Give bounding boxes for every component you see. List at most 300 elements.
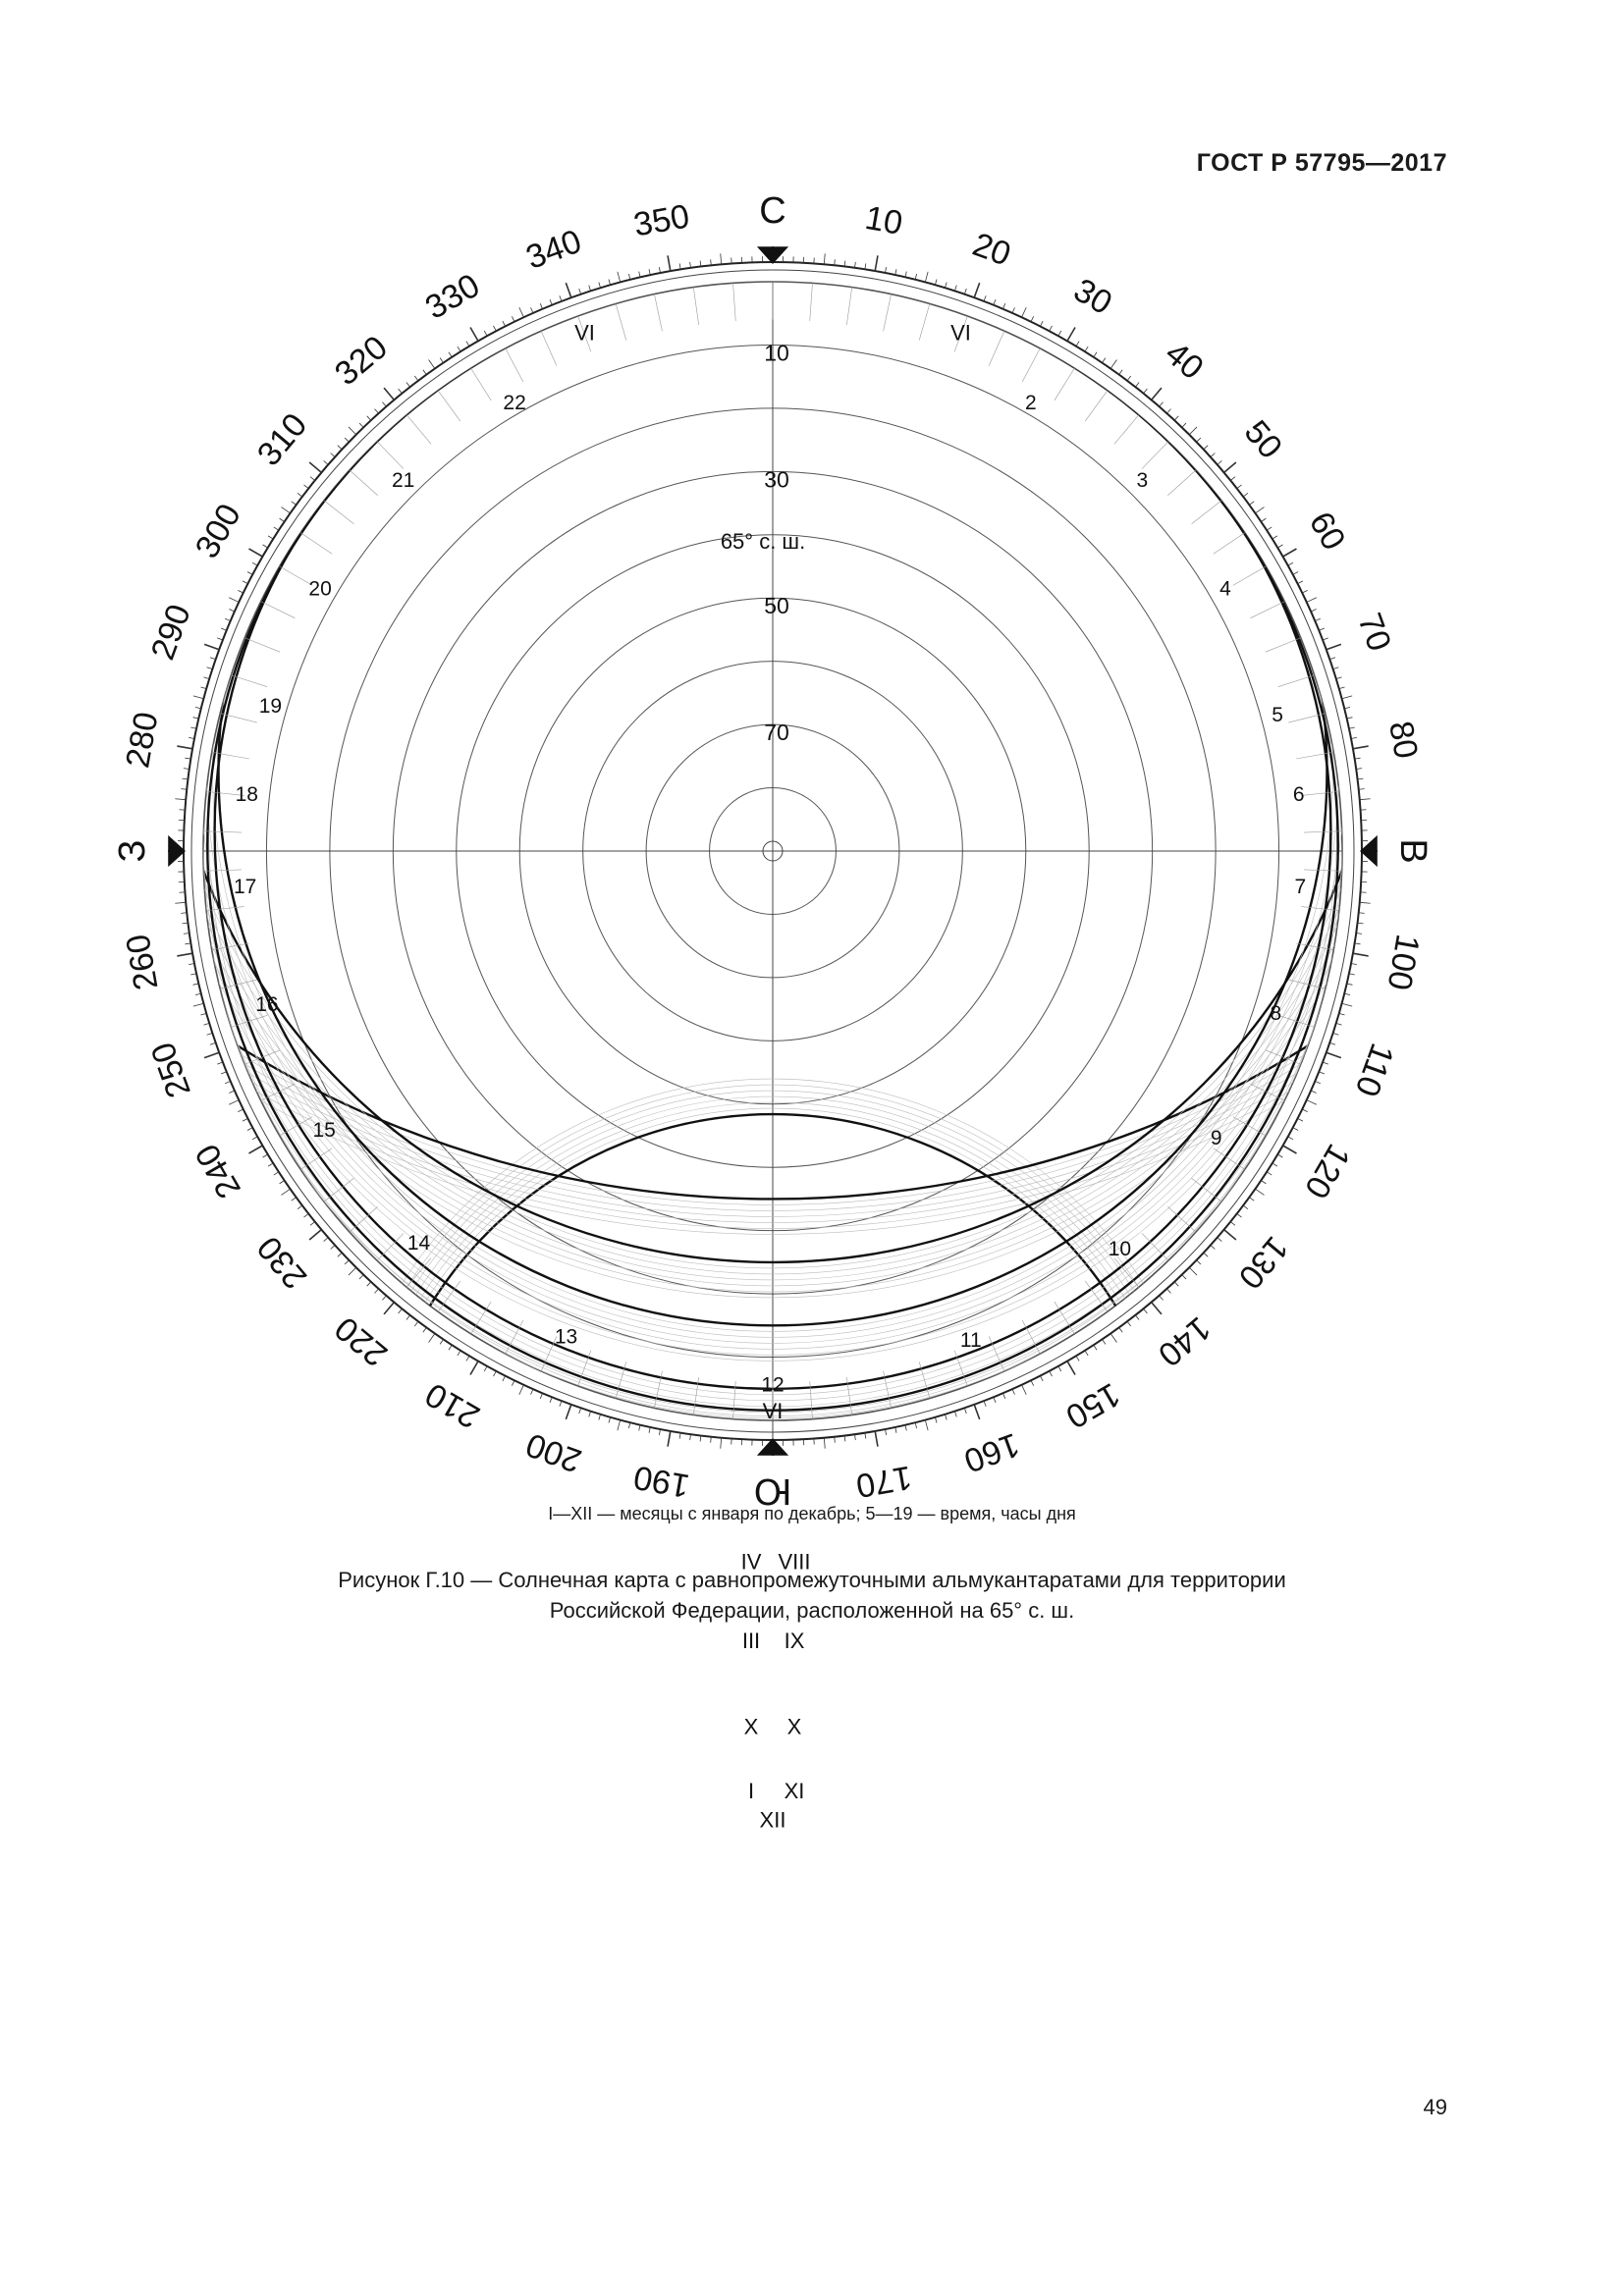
azimuth-label: 280 [119, 709, 166, 772]
month-label: VI [762, 1398, 784, 1423]
azimuth-tick [875, 255, 878, 271]
latitude-label: 65° с. ш. [720, 528, 806, 554]
azimuth-tick [1342, 1003, 1353, 1006]
azimuth-tick [609, 279, 611, 285]
azimuth-tick [1336, 1023, 1342, 1025]
azimuth-tick [268, 536, 273, 539]
azimuth-tick [1135, 382, 1139, 387]
azimuth-tick [974, 283, 979, 297]
hour-hatch-line [1142, 442, 1168, 469]
azimuth-tick [345, 1260, 349, 1264]
azimuth-tick [1311, 610, 1316, 612]
azimuth-tick [935, 1417, 937, 1423]
azimuth-tick [292, 1198, 297, 1201]
azimuth-tick [423, 1327, 427, 1332]
azimuth-tick [1218, 1238, 1222, 1242]
azimuth-tick [440, 1339, 443, 1344]
azimuth-tick [1166, 1289, 1170, 1293]
azimuth-tick [309, 462, 321, 472]
azimuth-tick [1267, 527, 1272, 530]
document-code: ГОСТ Р 57795—2017 [1196, 149, 1447, 177]
caption-line-2: Российской Федерации, расположенной на 65° с. ш. [549, 1598, 1075, 1623]
hour-hatch-line [324, 501, 353, 524]
hour-label: 4 [1219, 577, 1231, 601]
azimuth-tick [531, 1389, 533, 1394]
azimuth-tick [406, 1315, 410, 1320]
hour-label: 18 [235, 783, 258, 807]
azimuth-tick [1323, 638, 1328, 640]
month-label: I [747, 1779, 755, 1804]
azimuth-tick [1329, 658, 1335, 660]
hour-hatch-line [919, 303, 930, 340]
azimuth-tick [303, 1213, 308, 1217]
azimuth-tick [1067, 1362, 1075, 1375]
azimuth-tick [367, 1282, 371, 1286]
azimuth-tick [905, 272, 906, 278]
azimuth-tick [193, 696, 204, 699]
figure-caption [0, 1565, 1624, 1626]
azimuth-tick [1067, 328, 1075, 342]
hour-hatch-line [261, 602, 296, 618]
azimuth-tick [225, 1081, 231, 1083]
azimuth-tick [579, 289, 581, 294]
azimuth-tick [1050, 326, 1053, 331]
azimuth-tick [639, 1425, 640, 1431]
azimuth-tick [177, 746, 192, 749]
azimuth-tick [639, 272, 640, 278]
azimuth-tick [1040, 1376, 1043, 1381]
altitude-label: 70 [764, 720, 789, 746]
azimuth-tick [185, 943, 190, 944]
azimuth-tick [1298, 581, 1303, 584]
month-label: X [786, 1714, 802, 1739]
azimuth-tick [1323, 1062, 1328, 1064]
azimuth-tick [249, 1146, 263, 1153]
azimuth-label: 20 [967, 225, 1016, 274]
azimuth-tick [359, 423, 363, 427]
azimuth-tick [1160, 1296, 1164, 1301]
azimuth-tick [470, 1362, 478, 1375]
azimuth-tick [1204, 1253, 1208, 1256]
azimuth-label: 60 [1301, 506, 1353, 557]
hour-hatch-line [1167, 470, 1196, 496]
hour-label: 7 [1294, 876, 1307, 899]
azimuth-tick [193, 718, 199, 719]
azimuth-tick [281, 1189, 290, 1195]
hour-label: 17 [233, 876, 257, 899]
azimuth-tick [384, 388, 394, 400]
azimuth-tick [1336, 677, 1342, 679]
azimuth-tick [414, 376, 418, 381]
azimuth-tick [885, 1429, 886, 1435]
azimuth-tick [1277, 1154, 1282, 1157]
azimuth-label: 310 [249, 405, 315, 473]
azimuth-tick [1347, 718, 1353, 719]
azimuth-tick [280, 518, 285, 521]
azimuth-tick [274, 527, 279, 530]
caption-line-1: Рисунок Г.10 — Солнечная карта с равнопромежуточными альмукантаратами для территории [338, 1568, 1286, 1592]
azimuth-tick [1103, 358, 1106, 363]
azimuth-tick [1189, 1267, 1197, 1275]
azimuth-tick [1272, 536, 1277, 539]
azimuth-tick [331, 454, 335, 457]
azimuth-label: 290 [143, 599, 198, 666]
azimuth-tick [579, 1408, 581, 1414]
azimuth-label: 200 [520, 1425, 587, 1480]
azimuth-tick [618, 272, 621, 283]
azimuth-tick [824, 1438, 825, 1449]
azimuth-tick [195, 993, 201, 994]
azimuth-tick [238, 590, 243, 593]
azimuth-tick [1333, 1033, 1339, 1035]
hour-hatch-line [693, 288, 698, 325]
azimuth-tick [1012, 1389, 1014, 1394]
azimuth-tick [1267, 1172, 1272, 1175]
hour-hatch-line [1192, 501, 1221, 524]
azimuth-label: 300 [188, 497, 248, 565]
azimuth-tick [1119, 1327, 1123, 1332]
azimuth-tick [1339, 687, 1345, 689]
azimuth-tick [229, 1091, 234, 1093]
hour-hatch-line [1022, 348, 1040, 382]
azimuth-tick [399, 1308, 403, 1313]
azimuth-tick [1094, 352, 1097, 357]
azimuth-tick [1243, 493, 1248, 497]
azimuth-label: 190 [630, 1458, 693, 1505]
azimuth-tick [193, 1003, 204, 1006]
azimuth-tick [252, 1137, 257, 1140]
azimuth-label: 340 [520, 222, 587, 277]
azimuth-label: 130 [1230, 1229, 1296, 1297]
legend-note: I—XII — месяцы с января по декабрь; 5—19 — время, часы дня [548, 1504, 1076, 1523]
azimuth-tick [519, 307, 524, 317]
azimuth-tick [1293, 1128, 1298, 1131]
hour-hatch-line [1266, 638, 1301, 652]
azimuth-tick [207, 667, 213, 669]
hour-hatch-line [280, 566, 312, 585]
azimuth-tick [589, 286, 591, 292]
azimuth-tick [466, 342, 469, 347]
azimuth-tick [1298, 1118, 1303, 1121]
azimuth-tick [1152, 1303, 1162, 1314]
azimuth-tick [1085, 1351, 1088, 1356]
azimuth-tick [1160, 402, 1164, 407]
azimuth-tick [1002, 1393, 1004, 1399]
azimuth-tick [1353, 746, 1369, 749]
azimuth-tick [1277, 545, 1282, 548]
azimuth-tick [1344, 707, 1350, 708]
hour-hatch-line [1233, 566, 1266, 585]
azimuth-tick [238, 1109, 243, 1112]
azimuth-tick [1353, 953, 1369, 956]
azimuth-tick [280, 1181, 285, 1184]
hour-hatch-line [1214, 533, 1245, 555]
azimuth-tick [1261, 518, 1266, 521]
azimuth-tick [1355, 758, 1361, 759]
hour-hatch-line [300, 533, 332, 555]
hour-hatch-line [1114, 415, 1139, 445]
azimuth-tick [994, 1397, 996, 1403]
azimuth-tick [1344, 993, 1350, 994]
azimuth-tick [203, 1023, 209, 1025]
azimuth-tick [1351, 963, 1357, 964]
azimuth-tick [1288, 562, 1293, 565]
hour-label: 6 [1292, 783, 1305, 807]
azimuth-tick [1272, 1163, 1277, 1166]
hour-label: 11 [959, 1328, 982, 1352]
azimuth-tick [1050, 1371, 1053, 1376]
azimuth-tick [503, 321, 506, 326]
azimuth-tick [945, 1415, 947, 1420]
azimuth-tick [540, 303, 542, 309]
azimuth-tick [217, 1062, 223, 1064]
azimuth-tick [1293, 572, 1298, 575]
azimuth-tick [915, 274, 916, 280]
azimuth-tick [1110, 359, 1116, 368]
azimuth-tick [200, 1013, 206, 1015]
azimuth-tick [263, 545, 268, 548]
azimuth-tick [470, 328, 478, 342]
azimuth-tick [440, 358, 443, 363]
hour-hatch-line [231, 675, 267, 687]
azimuth-tick [954, 1412, 956, 1417]
month-label: VI [574, 320, 595, 346]
hour-label: 9 [1210, 1126, 1222, 1149]
azimuth-tick [628, 1422, 629, 1428]
azimuth-tick [185, 758, 190, 759]
azimuth-tick [721, 1438, 722, 1449]
azimuth-tick [824, 253, 825, 264]
azimuth-tick [1319, 1072, 1325, 1074]
azimuth-tick [721, 253, 722, 264]
azimuth-tick [210, 1042, 216, 1044]
azimuth-tick [628, 274, 629, 280]
azimuth-tick [189, 737, 194, 738]
azimuth-tick [512, 1380, 514, 1385]
azimuth-tick [193, 984, 199, 985]
azimuth-tick [458, 1351, 460, 1356]
azimuth-tick [1249, 1198, 1254, 1201]
azimuth-tick [1174, 416, 1178, 420]
azimuth-tick [494, 1371, 497, 1376]
cardinal-label: С [759, 190, 786, 233]
azimuth-tick [974, 1405, 979, 1419]
azimuth-tick [203, 677, 209, 679]
azimuth-tick [540, 1393, 542, 1399]
azimuth-tick [1302, 590, 1307, 593]
azimuth-label: 350 [630, 197, 693, 244]
azimuth-tick [249, 549, 263, 557]
azimuth-tick [560, 295, 562, 301]
azimuth-tick [331, 1245, 335, 1249]
hour-label: 21 [391, 469, 415, 493]
altitude-label: 30 [764, 466, 789, 493]
azimuth-tick [1076, 1356, 1079, 1361]
azimuth-tick [1022, 1385, 1027, 1395]
hour-hatch-line [1085, 391, 1108, 421]
azimuth-tick [423, 370, 427, 375]
azimuth-tick [309, 1230, 321, 1240]
azimuth-label: 250 [143, 1037, 198, 1103]
azimuth-tick [1307, 1100, 1317, 1105]
azimuth-tick [200, 687, 206, 689]
azimuth-tick [449, 1345, 452, 1350]
azimuth-label: 260 [119, 931, 166, 993]
azimuth-tick [1094, 1345, 1097, 1350]
azimuth-tick [324, 460, 329, 464]
azimuth-tick [994, 299, 996, 305]
hour-label: 5 [1272, 703, 1283, 726]
azimuth-tick [1103, 1339, 1106, 1344]
hour-label: 12 [761, 1373, 785, 1397]
azimuth-tick [221, 628, 227, 630]
month-label: X [743, 1714, 759, 1739]
azimuth-tick [303, 485, 308, 489]
azimuth-tick [189, 963, 194, 964]
azimuth-tick [1307, 598, 1317, 603]
azimuth-tick [466, 1356, 469, 1361]
azimuth-tick [1351, 737, 1357, 738]
azimuth-tick [984, 1401, 986, 1407]
hour-hatch-line [377, 442, 404, 469]
azimuth-tick [1211, 454, 1215, 457]
azimuth-tick [1283, 549, 1297, 557]
azimuth-tick [292, 502, 297, 506]
azimuth-tick [229, 610, 234, 612]
hour-hatch-line [616, 303, 626, 340]
azimuth-tick [310, 1222, 315, 1226]
azimuth-label: 220 [327, 1308, 395, 1374]
azimuth-label: 320 [327, 328, 395, 394]
hour-hatch-line [846, 288, 851, 325]
azimuth-tick [964, 289, 966, 294]
azimuth-tick [1166, 409, 1170, 413]
month-label: VIII [778, 1549, 811, 1575]
azimuth-label: 330 [418, 266, 487, 327]
hour-hatch-line [1251, 602, 1285, 618]
azimuth-tick [324, 1238, 329, 1242]
azimuth-tick [399, 389, 403, 394]
azimuth-tick [1182, 423, 1186, 427]
azimuth-tick [984, 295, 986, 301]
azimuth-tick [338, 446, 342, 450]
azimuth-tick [503, 1376, 506, 1381]
azimuth-label: 240 [188, 1137, 248, 1205]
azimuth-tick [484, 1366, 487, 1371]
hour-label: 13 [554, 1325, 578, 1349]
azimuth-tick [1002, 303, 1004, 309]
azimuth-tick [384, 1303, 394, 1314]
azimuth-label: 110 [1347, 1039, 1401, 1101]
azimuth-tick [195, 707, 201, 708]
azimuth-tick [345, 438, 349, 442]
azimuth-tick [1333, 667, 1339, 669]
azimuth-label: 140 [1151, 1308, 1218, 1374]
hour-hatch-line [989, 331, 1004, 365]
azimuth-tick [512, 316, 514, 321]
azimuth-tick [1237, 1213, 1242, 1217]
azimuth-tick [229, 598, 239, 603]
azimuth-tick [915, 1422, 916, 1428]
azimuth-tick [1144, 1308, 1148, 1313]
azimuth-tick [1339, 1013, 1345, 1015]
azimuth-tick [1360, 902, 1371, 903]
hour-hatch-line [654, 294, 662, 332]
azimuth-tick [1315, 1081, 1321, 1083]
azimuth-tick [263, 1154, 268, 1157]
azimuth-tick [1347, 984, 1353, 985]
azimuth-tick [550, 299, 552, 305]
altitude-label: 50 [764, 593, 789, 619]
azimuth-tick [1197, 438, 1201, 442]
azimuth-tick [659, 267, 660, 273]
azimuth-tick [1040, 321, 1043, 326]
azimuth-tick [243, 1118, 247, 1121]
azimuth-label: 50 [1236, 413, 1290, 466]
azimuth-tick [298, 1205, 302, 1209]
hour-hatch-line [1301, 791, 1338, 795]
azimuth-tick [1058, 1366, 1061, 1371]
hour-label: 14 [406, 1231, 431, 1255]
cardinal-label: В [1391, 838, 1434, 864]
azimuth-tick [566, 283, 570, 297]
azimuth-tick [494, 326, 497, 331]
month-label: IV [740, 1549, 762, 1575]
azimuth-tick [1127, 376, 1131, 381]
azimuth-tick [1302, 1109, 1307, 1112]
azimuth-tick [1119, 370, 1123, 375]
azimuth-tick [1031, 316, 1034, 321]
azimuth-tick [225, 618, 231, 620]
hour-hatch-line [1055, 368, 1074, 400]
azimuth-tick [382, 1296, 386, 1301]
azimuth-tick [247, 572, 252, 575]
month-label: XII [759, 1807, 786, 1833]
azimuth-tick [367, 416, 371, 420]
azimuth-tick [531, 307, 533, 312]
month-label: III [741, 1628, 761, 1653]
azimuth-tick [560, 1401, 562, 1407]
azimuth-label: 10 [862, 198, 906, 242]
azimuth-label: 150 [1058, 1375, 1127, 1436]
azimuth-tick [954, 286, 956, 292]
azimuth-tick [207, 1033, 213, 1035]
azimuth-tick [1189, 427, 1197, 435]
azimuth-tick [281, 507, 290, 513]
azimuth-tick [550, 1397, 552, 1403]
azimuth-label: 210 [418, 1375, 487, 1436]
azimuth-label: 30 [1067, 271, 1118, 323]
azimuth-tick [1110, 1333, 1116, 1342]
hour-hatch-line [810, 283, 813, 321]
hour-hatch-line [471, 368, 491, 400]
azimuth-tick [1230, 477, 1235, 481]
azimuth-tick [449, 352, 452, 357]
azimuth-tick [217, 638, 223, 640]
azimuth-tick [298, 493, 302, 497]
azimuth-tick [382, 402, 386, 407]
azimuth-tick [1224, 462, 1236, 472]
azimuth-tick [925, 1420, 928, 1431]
hour-hatch-line [541, 331, 557, 365]
azimuth-tick [310, 477, 315, 481]
azimuth-label: 160 [958, 1425, 1025, 1480]
azimuth-tick [885, 267, 886, 273]
azimuth-tick [519, 1385, 524, 1395]
azimuth-tick [1249, 502, 1254, 506]
azimuth-tick [1360, 799, 1371, 800]
azimuth-tick [375, 409, 379, 413]
